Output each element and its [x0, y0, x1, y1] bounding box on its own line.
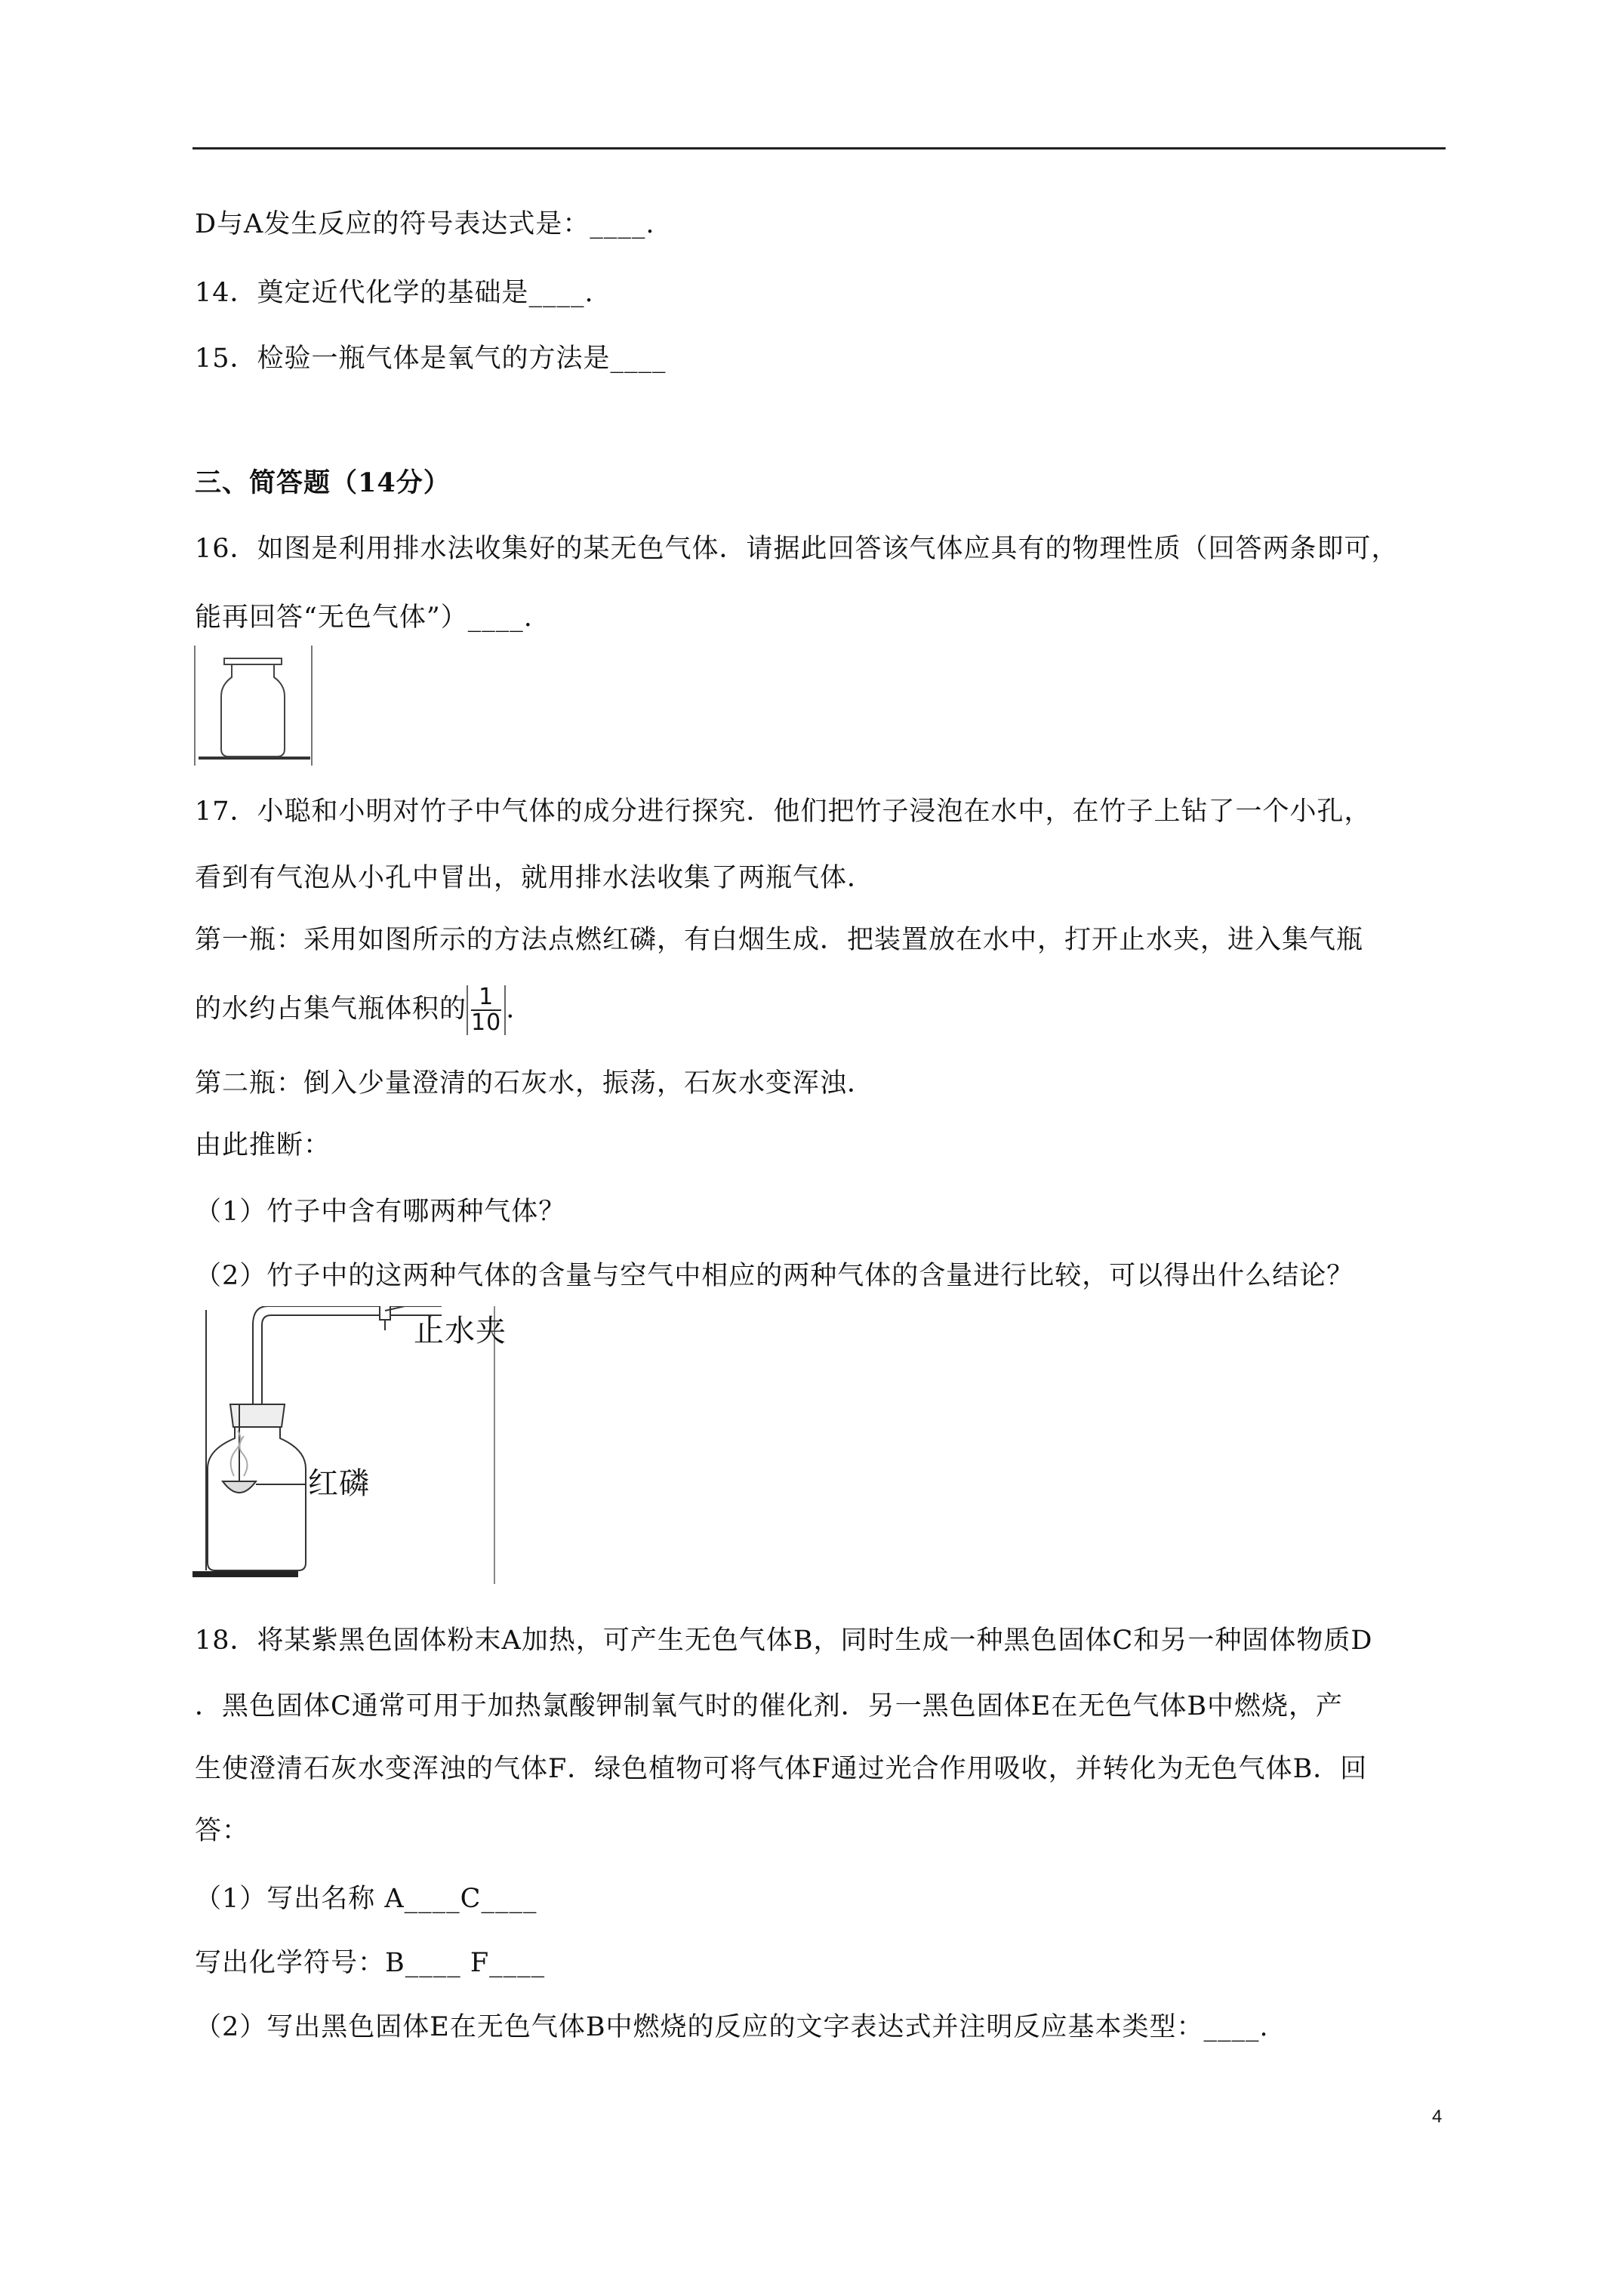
header-rule [192, 147, 1446, 149]
question-18-line3: 生使澄清石灰水变浑浊的气体F．绿色植物可将气体F通过光合作用吸收，并转化为无色气体B．回 [195, 1754, 1368, 1784]
section-heading: 三、简答题（14分） [195, 467, 451, 498]
question-18-sub2: （2）写出黑色固体E在无色气体B中燃烧的反应的文字表达式并注明反应基本类型：____. [195, 2012, 1269, 2042]
question-17-line3: 第一瓶：采用如图所示的方法点燃红磷，有白烟生成．把装置放在水中，打开止水夹，进入集气瓶 [195, 925, 1364, 955]
question-18-line2: ．黑色固体C通常可用于加热氯酸钾制氧气时的催化剂．另一黑色固体E在无色气体B中燃烧，产 [195, 1691, 1344, 1721]
question-17-line2: 看到有气泡从小孔中冒出，就用排水法收集了两瓶气体． [195, 863, 875, 893]
question-17-line4: 的水约占集气瓶体积的 $\frac{1}{10}$ . [195, 984, 516, 1036]
question-17-line5: 第二瓶：倒入少量澄清的石灰水，振荡，石灰水变浑浊． [195, 1068, 875, 1099]
question-18-sub1: （1）写出名称 A____C____ [195, 1884, 537, 1914]
question-18-symbols: 写出化学符号：B____ F____ [195, 1948, 546, 1978]
line-d-a-reaction: D与A发生反应的符号表达式是：____. [195, 209, 655, 239]
fraction-lead-text: 的水约占集气瓶体积的 [195, 994, 467, 1025]
question-18-line1: 18．将某紫黑色固体粉末A加热，可产生无色气体B，同时生成一种黑色固体C和另一种固体物质D [195, 1626, 1373, 1656]
question-18-line4: 答： [195, 1816, 250, 1846]
one-tenth-fraction: $\frac{1}{10}$ [467, 985, 506, 1035]
clamp-label: 止水夹 [414, 1314, 507, 1348]
question-17-sub1: （1）竹子中含有哪两种气体？ [195, 1197, 566, 1227]
question-17-sub2: （2）竹子中的这两种气体的含量与空气中相应的两种气体的含量进行比较，可以得出什么结论？ [195, 1261, 1354, 1291]
gas-bottle-figure [192, 643, 315, 768]
question-14: 14．奠定近代化学的基础是____. [195, 278, 594, 308]
red-phosphorus-label: 红磷 [308, 1466, 370, 1501]
question-17-line6: 由此推断： [195, 1130, 331, 1160]
page-number: 4 [1432, 2106, 1443, 2127]
question-16-line2: 能再回答“无色气体”）____. [195, 603, 533, 633]
question-16-line1: 16．如图是利用排水法收集好的某无色气体．请据此回答该气体应具有的物理性质（回答两条即可， [195, 534, 1399, 564]
question-17-line1: 17．小聪和小明对竹子中气体的成分进行探究．他们把竹子浸泡在水中，在竹子上钻了一个小孔， [195, 797, 1372, 827]
question-15: 15．检验一瓶气体是氧气的方法是____ [195, 344, 667, 374]
